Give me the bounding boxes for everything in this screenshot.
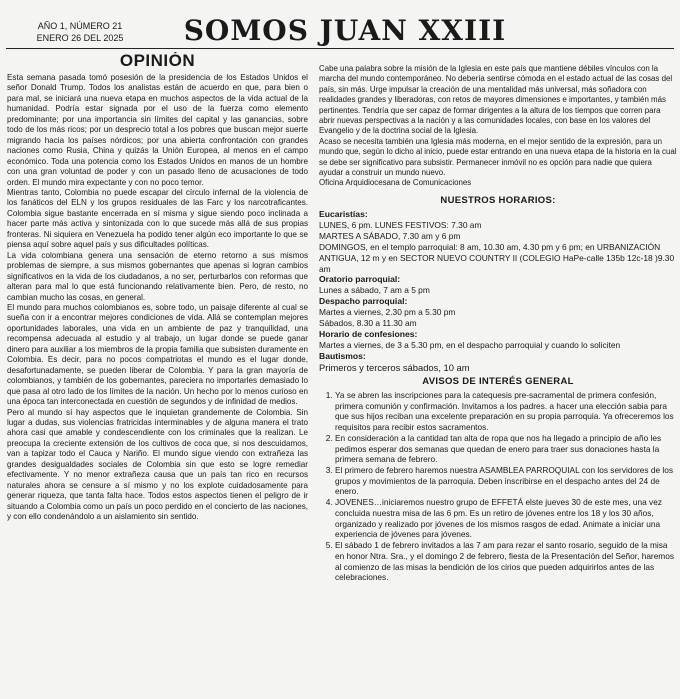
eucaristias-label: Eucaristías:	[319, 208, 368, 219]
opinion-paragraph: La vida colombiana genera una sensación de eterno retorno a sus mismos problemas de siempre, a sus mismos gobernantes que apenas si logran cambios significativos en la vida de los ciudadanos, a no ser, perturbarlos con reformas que alteran para mal lo que está funcionando relativamente bien. Pero, de resto, no cambian mucho las cosas, en general.	[7, 250, 308, 302]
opinion-paragraph: Esta semana pasada tomó posesión de la presidencia de los Estados Unidos el señor Donald Trump. Todos los analistas están de acuerdo en que, para bien o para mal, se iniciará una nueva etapa en muchos aspectos de la vida actual de la humanidad. Podría estar signada por el uso de la fuerza como elemento predominante; por una importancia sin límites del capital y las ganancias, sobre todo de los más ricos; por un desprecio total a los pobres que buscan mejor suerte migrando hacia los países nórdicos; por una abierta confrontación con grandes naciones como Rusia, China y quizás la Unión Europea, al menos en el campo económico. Toda una potencia como los Estados Unidos en manos de un hombre con una gran voluntad de poder y con un pasado lleno de acusaciones de todo orden. El mundo mira expectante y con no poco temor.	[7, 73, 308, 187]
oratorio-line: Lunes a sábado, 7 am a 5 pm	[319, 285, 430, 296]
eucaristias-line: LUNES, 6 pm. LUNES FESTIVOS: 7.30 am	[319, 219, 482, 230]
masthead-title: SOMOS JUAN XXIII	[183, 14, 507, 47]
bautismos-label: Bautismos:	[319, 351, 366, 362]
right-column	[319, 64, 677, 697]
opinion-paragraph: El mundo para muchos colombianos es, sobre todo, un paisaje diferente al cual se sueña con ir a encontrar mejores condiciones de vida. Allá se contemplan mejores oportunidades laborales, una vida en un ambiente de paz y tranquilidad, una recompensa adecuada al estudio y al trabajo, un lugar donde se puede ganar dinero para auxiliar a los miembros de la propia familia que subsisten duramente en Colombia. Es decir, para no pocos compatriotas el mundo es el lugar donde, desafortunadamente, se pueden liberar de Colombia. Y para la gran mayoría de colombianos, y también de los gobernantes, pareciera no importarles demasiado lo que pasa al otro lado de los límites de la nación. Un hecho por lo menos curioso en una época tan interconectada en cuestión de segundos y de infinidad de medios.	[7, 302, 308, 407]
notice-item: 2. En consideración a la cantidad tan alta de ropa que nos ha llegado a principio de año les pedimos esperar dos semanas que quedan de enero para traer sus donaciones hasta la primera semana de febrero.	[335, 433, 677, 465]
bautismos-line: Primeros y terceros sábados, 10 am	[319, 362, 470, 374]
issue-info	[30, 20, 130, 44]
notice-item: 4. JOVENES…iniciaremos nuestro grupo de EFFETÁ elste jueves 30 de este mes, una vez concluida nuestra misa de las 6 pm. Es un retiro de jóvenes entre los 18 y los 30 años, organizado y realizado por jóvenes de los mismos rasgos de edad. Animate a iniciar una experiencia de jóvenes para jóvenes.	[335, 497, 677, 539]
notice-item: 3. El primero de febrero haremos nuestra ASAMBLEA PARROQUIAL con los servidores de los grupos y movimientos de la parroquia. Deben inscribirse en el despacho antes del 24 de enero.	[335, 465, 677, 497]
opinion-paragraph: Pero al mundo sí hay aspectos que le inquietan grandemente de Colombia. Sin lugar a dudas, sus violencias fratricidas interminables y de alguna manera el trato ahora casi que amable y condescendiente con los criminales que la realizan. Le preocupa la creciente extensión de los cultivos de coca que, si nos descuidamos, van a tapizar todo el Cauca y Nariño. El mundo sigue viendo con extrañeza las grandes desigualdades sociales de Colombia sin que esto se logre remediar efectivamente. Y no menor extrañeza causa que un país tan rico en recursos naturales ahora se censure a sí mismo y no los explote cuidadosamente para generar riqueza, que tanta falta hace. Todos estos aspectos tienen el peligro de ir situando a Colombia como un país un poco perdido en el concierto de las naciones, y con ello condenándolo a un aislamiento sin sentido.	[7, 407, 308, 522]
opinion-column	[7, 52, 308, 697]
opinion-cont-paragraph: Cabe una palabra sobre la misión de la Iglesia en este país que mantiene débiles vínculos con la marcha del mundo contemporáneo. No debería sentirse cómoda en el estado actual de las cosas del país, sin más. Urge impulsar la creación de una mentalidad más universal, más soñadora con realidades grandes y liberadoras, con retos de mayores dimensiones e importantes, y también más pertinentes. Tendría que ser capaz de formar dirigentes a la altura de los tiempos que corren para abrir nuevas perspectivas a la nación y a las comunidades locales, con base en los valores del Evangelio y de la doctrina social de la Iglesia.	[319, 64, 673, 136]
notice-item: 1. Ya se abren las inscripciones para la catequesis pre-sacramental de primera confesión, primera comunión y confirmación. Invitamos a los padres. a hacer una elección sabia para que sus hijos reciban una excelente preparación en su propia parroquia. Ya ofreceremos los requisitos para recibir estos sacramentos.	[335, 390, 677, 432]
opinion-paragraph: Mientras tanto, Colombia no puede escapar del círculo infernal de la violencia de los fanáticos del ELN y los grupos residuales de las Farc y los narcotraficantes. Colombia sigue bastante encerrada en sí misma y sigue siendo poco inclinada a hacer parte más activa y sintonizada con lo que sucede más allá de sus propias fronteras. Ni siquiera en Venezuela ha podido tener algún eco importante lo que se piensa aquí sobre aquel país y sus dificultades políticas.	[7, 187, 308, 250]
despacho-label: Despacho parroquial:	[319, 296, 408, 307]
eucaristias-line: DOMINGOS, en el templo parroquial: 8 am, 10.30 am, 4.30 pm y 6 pm; en URBANIZACIÓN ANTIGUA, 12 m y en SECTOR NUEVO COUNTRY II (COLEGIO HaPe-calle 135b 12c-18 )9.30 am	[319, 241, 675, 274]
issue-date: ENERO 26 DEL 2025	[36, 33, 124, 43]
opinion-signature: Oficina Arquidiocesana de Comunicaciones	[319, 178, 472, 188]
issue-number: AÑO 1, NÚMERO 21	[37, 21, 123, 31]
confesiones-line: Martes a viernes, de 3 a 5.30 pm, en el despacho parroquial y cuando lo soliciten	[319, 340, 621, 351]
opinion-cont-paragraph: Acaso se necesita también una Iglesia más moderna, en el mejor sentido de la expresión, para un mundo que, según lo dicho al inicio, puede estar entrando en una nueva etapa de la historia en la cual se debe ser significativo para subsistir. Permanecer inmóvil no es opción para nadie que quiera ayudar a construir un mundo nuevo.	[319, 136, 677, 178]
notices-title: AVISOS DE INTERÉS GENERAL	[422, 376, 574, 388]
eucaristias-line: MARTES A SÁBADO, 7.30 am y 6 pm	[319, 230, 461, 241]
despacho-line: Sábados, 8.30 a 11.30 am	[319, 318, 417, 329]
confesiones-label: Horario de confesiones:	[319, 329, 418, 340]
despacho-line: Martes a viernes, 2.30 pm a 5.30 pm	[319, 307, 456, 318]
masthead-divider	[6, 48, 674, 49]
schedule-title: NUESTROS HORARIOS:	[440, 194, 556, 206]
notices-list	[319, 390, 677, 583]
notice-item: 5. El sábado 1 de febrero invitados a las 7 am para rezar el santo rosario, seguido de la misa en honor Ntra. Sra., y el domingo 2 de febrero, fiesta de la Presentación del Señor, haremos al comienzo de las misas la bendición de los cirios que pueden adquirirlos antes de las celebraciones.	[335, 540, 677, 582]
opinion-title: OPINIÓN	[119, 52, 196, 70]
oratorio-label: Oratorio parroquial:	[319, 274, 401, 285]
